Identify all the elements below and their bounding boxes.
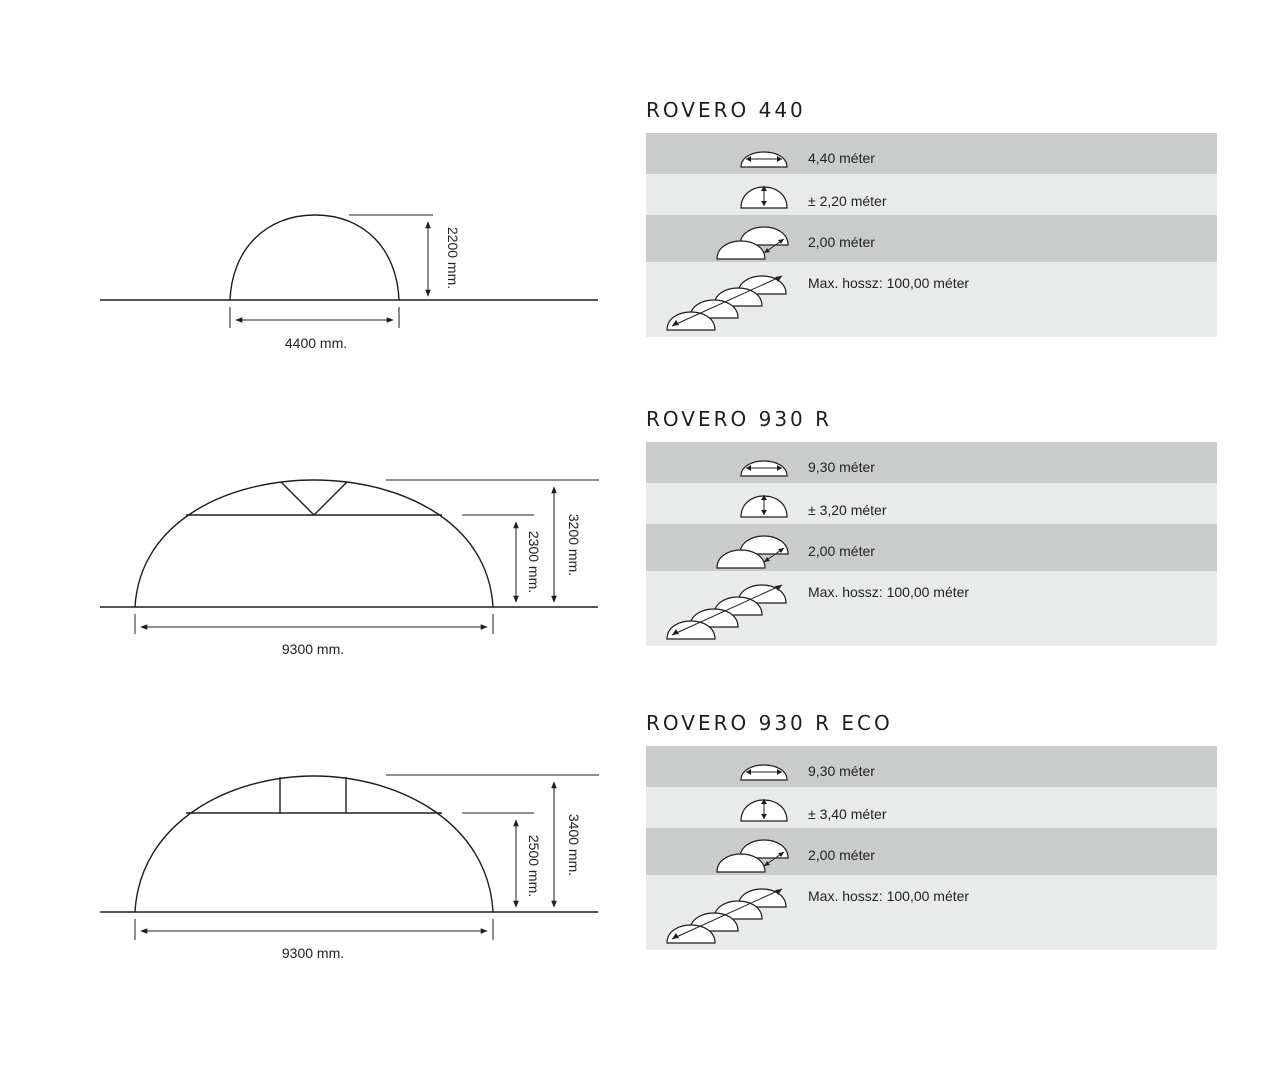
height-icon — [738, 793, 790, 823]
width-icon — [738, 448, 790, 478]
spec-table-rovero-930r — [646, 442, 1217, 646]
arch-outline — [135, 480, 493, 607]
spec-row-max-length — [646, 262, 1217, 337]
spec-row-height — [646, 174, 1217, 215]
rovero-440-drawing — [100, 215, 598, 328]
model-title: ROVERO 930 R — [646, 407, 833, 431]
spec-row-height — [646, 787, 1217, 828]
spec-table-rovero-440 — [646, 133, 1217, 337]
width-label: 4400 mm. — [284, 335, 348, 351]
spec-row-width — [646, 133, 1217, 174]
height-icon — [738, 489, 790, 519]
model-title: ROVERO 930 R ECO — [646, 711, 893, 735]
spec-value: Max. hossz: 100,00 méter — [808, 584, 970, 600]
segment-length-icon — [714, 526, 790, 570]
height-label: 3400 mm. — [566, 813, 582, 877]
model-title: ROVERO 440 — [646, 98, 806, 122]
max-length-icon — [664, 573, 790, 643]
spec-value: 4,40 méter — [808, 150, 875, 166]
width-label: 9300 mm. — [281, 641, 345, 657]
spec-row-width — [646, 746, 1217, 787]
height-icon — [738, 180, 790, 210]
spec-value: 9,30 méter — [808, 459, 875, 475]
rovero-930r-drawing — [100, 480, 599, 634]
spec-value: 9,30 méter — [808, 763, 875, 779]
spec-table-rovero-930r-eco — [646, 746, 1217, 950]
spec-row-segment — [646, 828, 1217, 875]
segment-length-icon — [714, 830, 790, 874]
rovero-930r-eco-drawing — [100, 775, 599, 940]
spec-row-max-length — [646, 571, 1217, 646]
spec-value: ± 3,40 méter — [808, 806, 887, 822]
segment-length-icon — [714, 217, 790, 261]
width-label: 9300 mm. — [281, 945, 345, 961]
spec-value: ± 2,20 méter — [808, 193, 887, 209]
width-icon — [738, 752, 790, 782]
spec-value: Max. hossz: 100,00 méter — [808, 275, 970, 291]
width-icon — [738, 139, 790, 169]
arch-outline — [135, 776, 493, 912]
spec-row-height — [646, 483, 1217, 524]
spec-value: 2,00 méter — [808, 234, 875, 250]
truss-vent — [281, 482, 347, 515]
spec-row-width — [646, 442, 1217, 483]
spec-row-segment — [646, 524, 1217, 571]
spec-row-segment — [646, 215, 1217, 262]
spec-row-max-length — [646, 875, 1217, 950]
height-label: 3200 mm. — [566, 513, 582, 577]
spec-value: 2,00 méter — [808, 543, 875, 559]
spec-value: 2,00 méter — [808, 847, 875, 863]
spec-value: Max. hossz: 100,00 méter — [808, 888, 970, 904]
max-length-icon — [664, 264, 790, 334]
max-length-icon — [664, 877, 790, 947]
spec-value: ± 3,20 méter — [808, 502, 887, 518]
arch-outline — [230, 215, 399, 300]
inner-height-label: 2500 mm. — [526, 834, 542, 898]
height-label: 2200 mm. — [445, 226, 461, 290]
inner-height-label: 2300 mm. — [526, 530, 542, 594]
